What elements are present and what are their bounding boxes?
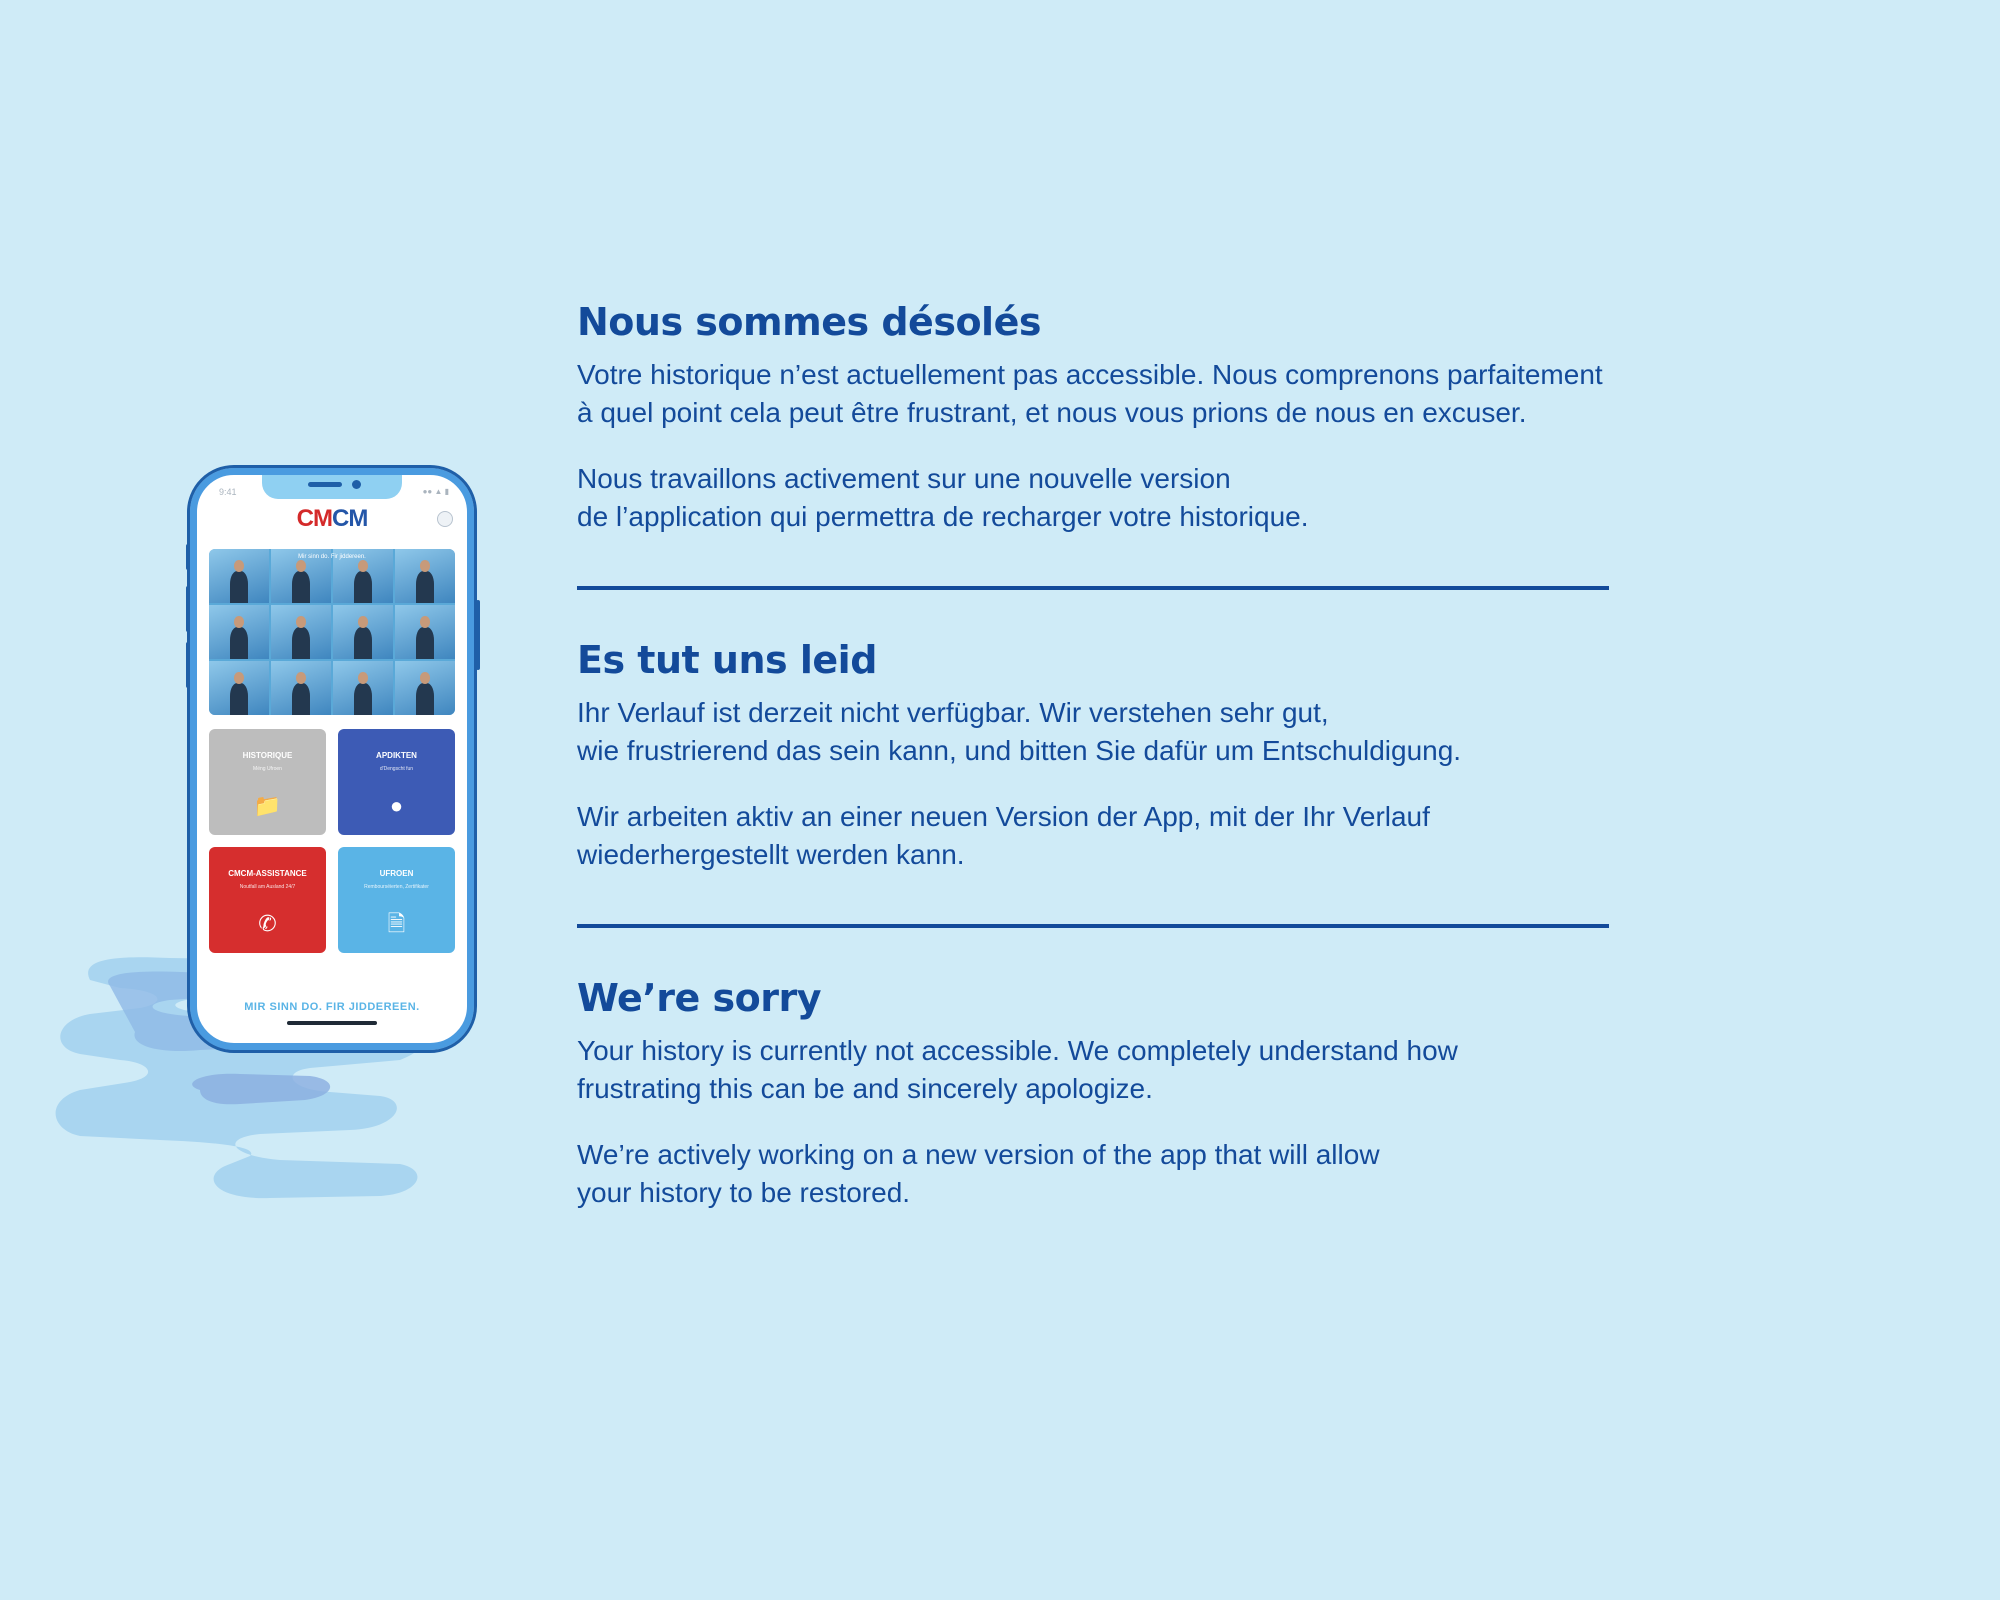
section-paragraph-1: [577, 694, 1609, 770]
hero-caption: Mir sinn do. Fir jiddereen.: [298, 554, 366, 560]
paragraph-line: Votre historique n’est actuellement pas accessible. Nous comprenons parfaitement: [577, 359, 1603, 390]
phone-side-button: [476, 600, 480, 670]
phone-icon: ✆: [258, 911, 277, 936]
paragraph-line: frustrating this can be and sincerely apologize.: [577, 1073, 1153, 1104]
person-photo: [333, 605, 393, 659]
section-french: [577, 300, 1609, 536]
paragraph-line: de l’application qui permettra de recharger votre historique.: [577, 501, 1309, 532]
section-paragraph-1: [577, 1032, 1609, 1108]
section-english: [577, 976, 1609, 1212]
tile-title: CMCM-ASSISTANCE: [228, 869, 307, 878]
logo-part-red: CM: [296, 505, 332, 532]
location-pin-icon: ●: [389, 793, 404, 818]
hero-photo-grid: [209, 549, 455, 715]
hero-banner[interactable]: [209, 549, 455, 715]
app-tiles: [209, 729, 455, 953]
phone-footer-slogan: MIR SINN DO. FIR JIDDEREEN.: [244, 1001, 420, 1013]
status-icons: ●● ▲ ▮: [422, 487, 449, 496]
paragraph-line: wiederhergestellt werden kann.: [577, 839, 965, 870]
person-photo: [333, 661, 393, 715]
tile-title: HISTORIQUE: [242, 751, 293, 760]
section-heading: We’re sorry: [577, 976, 821, 1020]
tile-subtitle: Noutfall am Ausland 24/7: [239, 884, 296, 890]
folder-icon: 📁: [253, 793, 282, 818]
paragraph-line: wie frustrierend das sein kann, und bitten Sie dafür um Entschuldigung.: [577, 735, 1462, 766]
paragraph-line: We’re actively working on a new version of the app that will allow: [577, 1139, 1380, 1170]
tile-apdikten[interactable]: [338, 729, 455, 835]
tile-title: APDIKTEN: [376, 751, 417, 760]
person-photo: [209, 605, 269, 659]
status-time: 9:41: [219, 487, 237, 497]
section-paragraph-2: [577, 460, 1609, 536]
tile-subtitle: Mëng Ufroen: [253, 766, 282, 772]
person-photo: [395, 661, 455, 715]
tile-title: UFROEN: [379, 869, 414, 878]
tile-subtitle: d'Dengscht fun: [379, 766, 414, 772]
person-photo: [209, 661, 269, 715]
section-paragraph-2: [577, 798, 1609, 874]
profile-icon[interactable]: [437, 511, 453, 527]
person-photo: [395, 605, 455, 659]
section-german: [577, 638, 1609, 874]
section-heading: Es tut uns leid: [577, 638, 877, 682]
paragraph-line: Ihr Verlauf ist derzeit nicht verfügbar. Wir verstehen sehr gut,: [577, 697, 1329, 728]
section-paragraph-2: [577, 1136, 1609, 1212]
logo-part-blue: CM: [332, 505, 368, 532]
apology-messages: [577, 300, 1609, 1212]
tile-cmcm-assistance[interactable]: [209, 847, 326, 953]
app-logo: [197, 505, 467, 533]
tile-ufroen[interactable]: [338, 847, 455, 953]
paragraph-line: Wir arbeiten aktiv an einer neuen Version der App, mit der Ihr Verlauf: [577, 801, 1430, 832]
section-divider: [577, 586, 1609, 590]
phone-mockup: [190, 468, 474, 1050]
home-indicator: [287, 1021, 377, 1025]
section-divider: [577, 924, 1609, 928]
speaker-icon: [308, 482, 342, 487]
person-photo: [271, 605, 331, 659]
camera-icon: [352, 480, 361, 489]
paragraph-line: your history to be restored.: [577, 1177, 911, 1208]
phone-notch: [262, 473, 402, 499]
paragraph-line: Your history is currently not accessible. We completely understand how: [577, 1035, 1458, 1066]
section-heading: Nous sommes désolés: [577, 300, 1041, 344]
tile-historique[interactable]: [209, 729, 326, 835]
person-photo: [271, 661, 331, 715]
paragraph-line: Nous travaillons activement sur une nouvelle version: [577, 463, 1231, 494]
paragraph-line: à quel point cela peut être frustrant, et nous vous prions de nous en excuser.: [577, 397, 1527, 428]
tile-subtitle: Rembourséierten, Zertifikater: [364, 884, 429, 890]
document-icon: 🗎: [387, 911, 406, 936]
section-paragraph-1: [577, 356, 1609, 432]
